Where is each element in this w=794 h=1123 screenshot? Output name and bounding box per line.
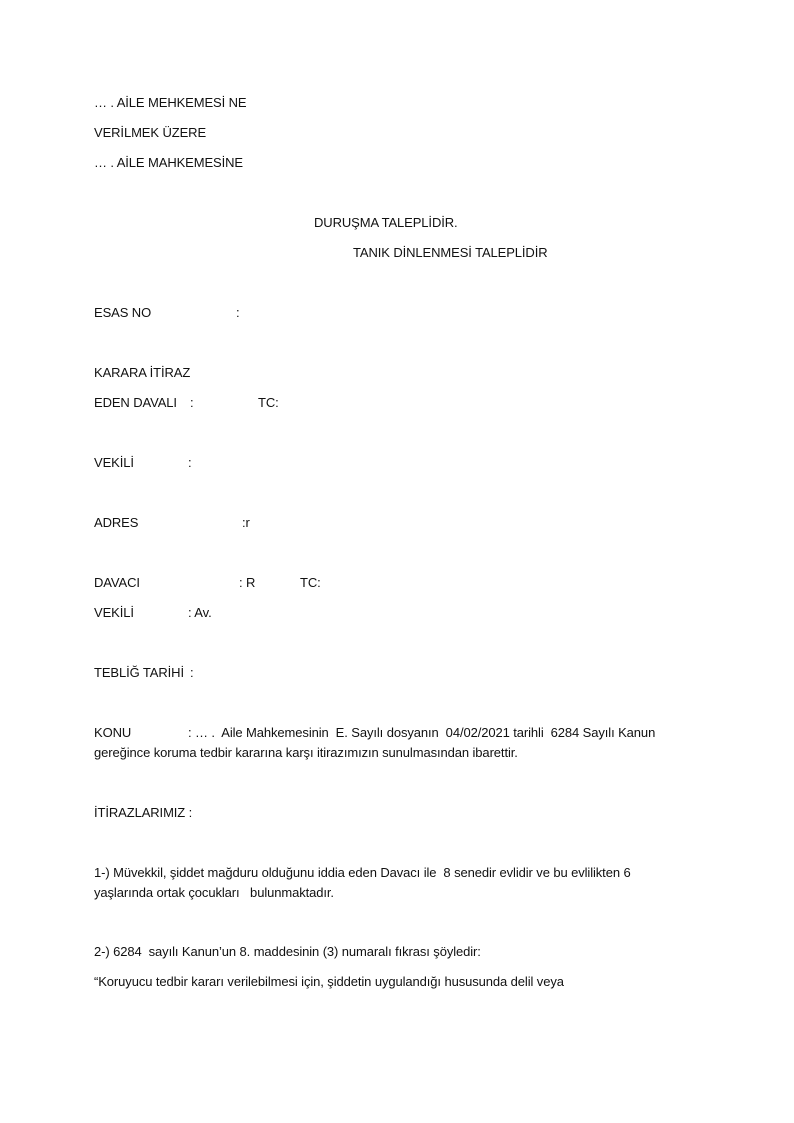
defendant-attorney-colon: : (188, 455, 192, 470)
esas-no-colon: : (236, 305, 240, 320)
court-header-line-3: … . AİLE MAHKEMESİNE (94, 155, 243, 170)
hearing-request: DURUŞMA TALEPLİDİR. (314, 215, 458, 230)
plaintiff-attorney-value: : Av. (188, 605, 212, 620)
defendant-attorney-label: VEKİLİ (94, 455, 134, 470)
subject-label: KONU (94, 725, 132, 740)
address-label: ADRES (94, 515, 139, 530)
esas-no-label: ESAS NO (94, 305, 152, 320)
plaintiff-tc: TC: (300, 575, 321, 590)
objecting-colon: : (190, 395, 194, 410)
court-header-line-2: VERİLMEK ÜZERE (94, 125, 207, 140)
objecting-label-line-1: KARARA İTİRAZ (94, 365, 191, 380)
objecting-label-line-2: EDEN DAVALI (94, 395, 177, 410)
address-value: :r (242, 515, 250, 530)
objection-2-line-2: “Koruyucu tedbir kararı verilebilmesi için, şiddetin uygulandığı hususunda delil veya (94, 974, 564, 989)
plaintiff-attorney-label: VEKİLİ (94, 605, 134, 620)
plaintiff-label: DAVACI (94, 575, 140, 590)
objection-2-line-1: 2-) 6284 sayılı Kanun’un 8. maddesinin (3) numaralı fıkrası şöyledir: (94, 944, 481, 959)
notification-date-label: TEBLİĞ TARİHİ (94, 665, 184, 680)
objection-1-line-2: yaşlarında ortak çocukları bulunmaktadır. (94, 885, 334, 900)
plaintiff-value: : R (239, 575, 256, 590)
objecting-tc: TC: (258, 395, 279, 410)
objections-heading: İTİRAZLARIMIZ : (94, 805, 193, 820)
notification-date-colon: : (190, 665, 194, 680)
court-header-line-1: … . AİLE MEHKEMESİ NE (94, 95, 247, 110)
subject-line-1: : … . Aile Mahkemesinin E. Sayılı dosyanın 04/02/2021 tarihli 6284 Sayılı Kanun (188, 725, 656, 740)
subject-line-2: gereğince koruma tedbir kararına karşı itirazımızın sunulmasından ibarettir. (94, 745, 518, 760)
witness-request: TANIK DİNLENMESİ TALEPLİDİR (353, 245, 548, 260)
objection-1-line-1: 1-) Müvekkil, şiddet mağduru olduğunu iddia eden Davacı ile 8 senedir evlidir ve bu evlilikten 6 (94, 865, 631, 880)
